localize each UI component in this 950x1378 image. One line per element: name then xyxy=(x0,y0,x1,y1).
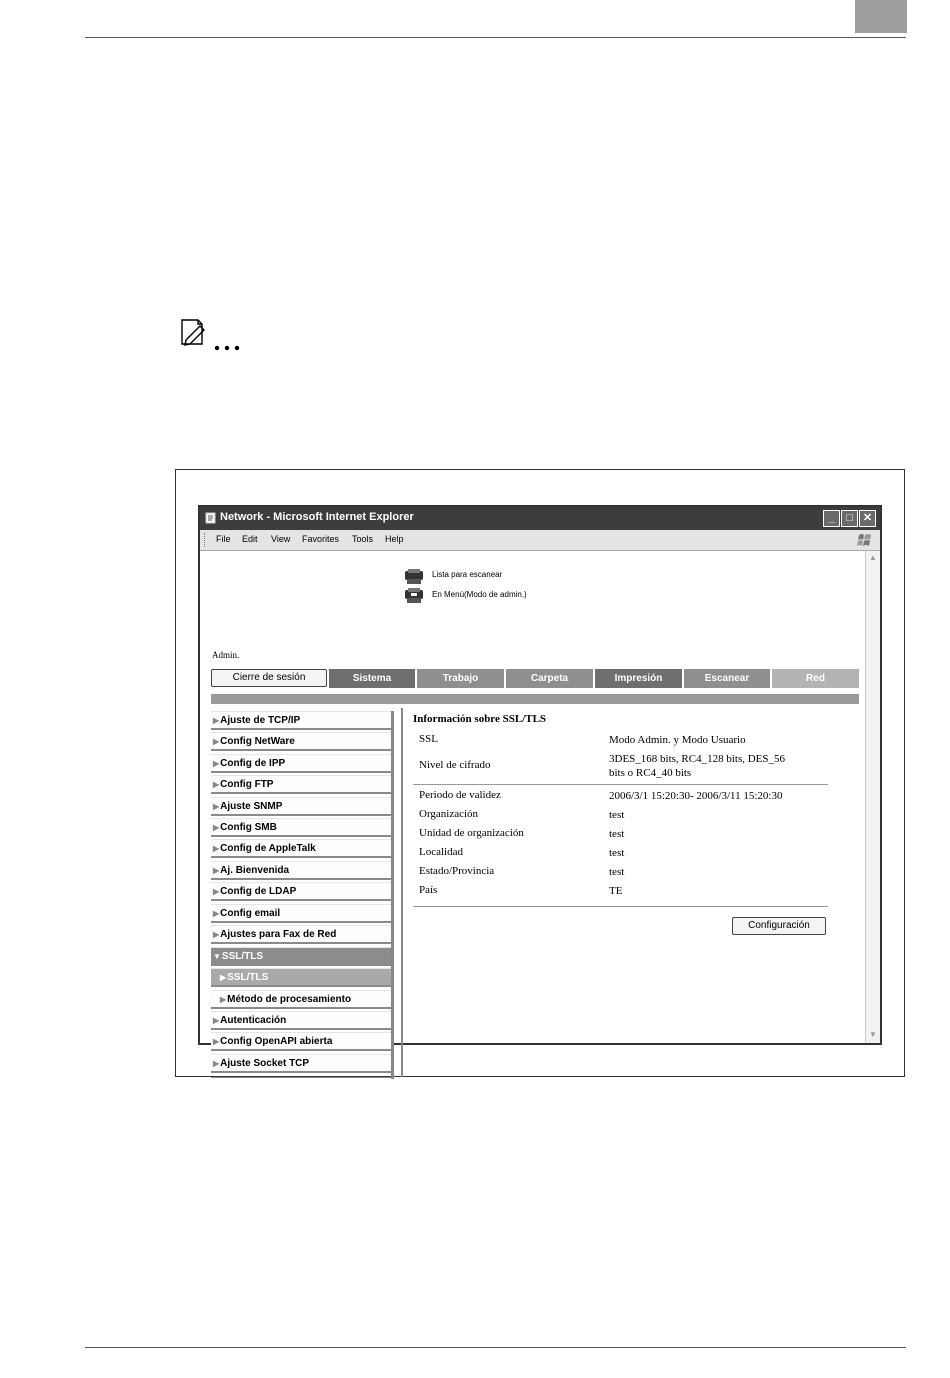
header-rule xyxy=(85,37,906,38)
nav-label: Config de AppleTalk xyxy=(220,843,316,854)
tab-impresion[interactable]: Impresión xyxy=(595,669,682,688)
nav-config-ipp[interactable]: ▶Config de IPP xyxy=(211,754,391,773)
nav-ajuste-socket-tcp[interactable]: ▶Ajuste Socket TCP xyxy=(211,1054,391,1073)
value-localidad: test xyxy=(609,847,625,859)
configuration-button[interactable]: Configuración xyxy=(732,917,826,935)
logout-button[interactable]: Cierre de sesión xyxy=(211,669,327,687)
nav-config-smb[interactable]: ▶Config SMB xyxy=(211,818,391,837)
value-nivel-cifrado-line2: bits o RC4_40 bits xyxy=(609,767,692,779)
scroll-up-arrow-icon[interactable]: ▲ xyxy=(869,553,877,562)
nav-label: Método de procesamiento xyxy=(227,994,352,1005)
nav-ajuste-snmp[interactable]: ▶Ajuste SNMP xyxy=(211,797,391,816)
nav-label: Ajustes para Fax de Red xyxy=(220,929,337,940)
nav-label: Config NetWare xyxy=(220,736,295,747)
nav-section-ssl-tls[interactable]: ▼SSL/TLS xyxy=(211,947,391,966)
menu-bar xyxy=(200,530,880,551)
nav-ssl-tls[interactable]: ▶SSL/TLS xyxy=(211,968,391,987)
menu-edit[interactable]: Edit xyxy=(242,534,258,544)
nav-label: Ajuste SNMP xyxy=(220,801,283,812)
info-separator xyxy=(413,784,828,785)
value-nivel-cifrado: 3DES_168 bits, RC4_128 bits, DES_56 xyxy=(609,753,786,765)
windows-logo-icon xyxy=(856,532,874,548)
nav-metodo-procesamiento[interactable]: ▶Método de procesamiento xyxy=(211,990,391,1009)
nav-aj-bienvenida[interactable]: ▶Aj. Bienvenida xyxy=(211,861,391,880)
nav-label: Config de IPP xyxy=(220,758,286,769)
nav-config-ftp[interactable]: ▶Config FTP xyxy=(211,775,391,794)
nav-label: Config OpenAPI abierta xyxy=(220,1036,333,1047)
value-pais: TE xyxy=(609,885,623,897)
page-tab-marker xyxy=(855,0,907,33)
nav-label: Ajuste de TCP/IP xyxy=(220,715,301,726)
scroll-down-arrow-icon[interactable]: ▼ xyxy=(869,1030,877,1039)
tab-carpeta[interactable]: Carpeta xyxy=(506,669,593,688)
nav-label: Aj. Bienvenida xyxy=(220,865,290,876)
minimize-button[interactable]: _ xyxy=(823,510,840,527)
value-estado-provincia: test xyxy=(609,866,625,878)
nav-config-openapi[interactable]: ▶Config OpenAPI abierta xyxy=(211,1032,391,1051)
label-estado-provincia: Estado/Provincia xyxy=(419,865,495,877)
tab-bar-underline xyxy=(211,694,859,704)
ie-page-icon xyxy=(205,512,217,524)
value-unidad-organizacion: test xyxy=(609,828,625,840)
value-organizacion: test xyxy=(609,809,625,821)
info-title: Información sobre SSL/TLS xyxy=(413,713,547,725)
nav-config-ldap[interactable]: ▶Config de LDAP xyxy=(211,882,391,901)
label-localidad: Localidad xyxy=(419,846,463,858)
toolbar-grip xyxy=(204,533,207,547)
tab-trabajo[interactable]: Trabajo xyxy=(417,669,504,688)
browser-window xyxy=(198,505,882,1069)
menu-tools[interactable]: Tools xyxy=(352,534,374,544)
label-nivel-cifrado: Nivel de cifrado xyxy=(419,759,491,771)
nav-ajustes-fax-red[interactable]: ▶Ajustes para Fax de Red xyxy=(211,925,391,944)
tab-sistema[interactable]: Sistema xyxy=(329,669,415,688)
label-periodo-validez: Periodo de validez xyxy=(419,789,501,801)
menu-help[interactable]: Help xyxy=(385,534,404,544)
status-ready: Lista para escanear xyxy=(432,570,503,579)
nav-config-netware[interactable]: ▶Config NetWare xyxy=(211,732,391,751)
tab-escanear[interactable]: Escanear xyxy=(684,669,770,688)
nav-label: Config email xyxy=(220,908,281,919)
main-divider xyxy=(401,708,403,1077)
printer-admin-icon xyxy=(402,587,426,605)
vertical-scrollbar[interactable] xyxy=(865,551,880,1043)
window-title: Network - Microsoft Internet Explorer xyxy=(220,511,414,523)
printer-icon xyxy=(402,568,426,586)
nav-autenticacion[interactable]: ▶Autenticación xyxy=(211,1011,391,1030)
nav-label: Config FTP xyxy=(220,779,274,790)
nav-bottom-rule xyxy=(211,1077,393,1078)
nav-rail xyxy=(391,711,394,1079)
label-pais: País xyxy=(419,884,438,896)
nav-label: Config de LDAP xyxy=(220,886,297,897)
label-unidad-organizacion: Unidad de organización xyxy=(419,827,524,839)
page-content xyxy=(200,551,880,1069)
nav-label: Autenticación xyxy=(220,1015,287,1026)
nav-label: Config SMB xyxy=(220,822,277,833)
info-bottom-rule xyxy=(413,906,828,907)
menu-file[interactable]: File xyxy=(216,534,231,544)
nav-label: Ajuste Socket TCP xyxy=(220,1058,310,1069)
title-bar[interactable] xyxy=(200,507,880,530)
nav-config-email[interactable]: ▶Config email xyxy=(211,904,391,923)
user-label: Admin. xyxy=(212,650,240,660)
nav-ajuste-tcpip[interactable]: ▶Ajuste de TCP/IP xyxy=(211,711,391,730)
nav-label: SSL/TLS xyxy=(227,972,269,983)
close-button[interactable]: ✕ xyxy=(859,510,876,527)
side-navigation xyxy=(211,711,393,1079)
nav-label: SSL/TLS xyxy=(221,951,264,962)
footer-rule xyxy=(85,1347,906,1348)
note-pencil-icon xyxy=(176,316,246,356)
maximize-button[interactable]: □ xyxy=(841,510,858,527)
tab-red[interactable]: Red xyxy=(772,669,859,688)
menu-view[interactable]: View xyxy=(271,534,291,544)
nav-config-appletalk[interactable]: ▶Config de AppleTalk xyxy=(211,839,391,858)
status-admin-mode: En Menú(Modo de admin.) xyxy=(432,590,527,599)
menu-favorites[interactable]: Favorites xyxy=(302,534,340,544)
label-organizacion: Organización xyxy=(419,808,479,820)
value-periodo-validez: 2006/3/1 15:20:30- 2006/3/11 15:20:30 xyxy=(609,790,783,802)
label-ssl: SSL xyxy=(419,733,438,745)
value-ssl: Modo Admin. y Modo Usuario xyxy=(609,734,746,746)
